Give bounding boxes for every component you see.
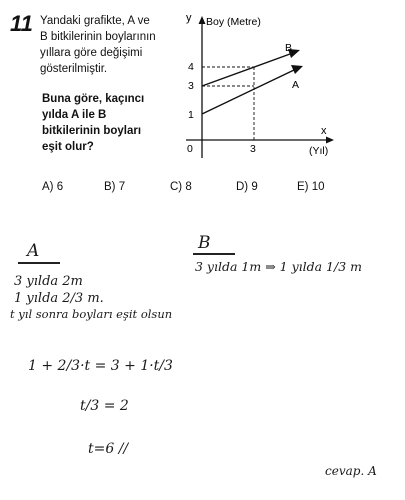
x-axis-label: x [321, 125, 327, 137]
hw-label-b: B [198, 233, 211, 253]
y-axis-label: y [186, 12, 192, 24]
y-axis-title: Boy (Metre) [206, 16, 261, 28]
line-a-arrow [291, 65, 303, 74]
question-ask [42, 91, 167, 155]
option-d[interactable]: D) 9 [236, 181, 258, 193]
height-graph [176, 8, 336, 173]
hw-underline-a [18, 262, 60, 264]
question-text-line: Yandaki grafikte, A ve [40, 15, 150, 27]
y-axis-arrow [199, 16, 206, 24]
hw-a-line2: 1 yılda 2/3 m. [14, 291, 104, 306]
question-ask-line: eşit olur? [42, 141, 94, 153]
option-a[interactable]: A) 6 [42, 181, 64, 193]
option-e[interactable]: E) 10 [297, 181, 325, 193]
hw-b-line: 3 yılda 1m ⇒ 1 yılda 1/3 m [195, 259, 362, 274]
x-axis-title: (Yıl) [309, 145, 329, 157]
line-a [202, 70, 294, 114]
hw-label-a: A [27, 241, 40, 261]
hw-a-line1: 3 yılda 2m [14, 274, 83, 289]
hw-eq3: t=6 // [88, 441, 129, 457]
hw-t-line: t yıl sonra boyları eşit olsun [10, 307, 173, 321]
y-tick-label: 3 [188, 80, 194, 92]
y-tick-label: 1 [188, 109, 194, 121]
hw-underline-b [193, 253, 235, 255]
hw-eq2: t/3 = 2 [80, 398, 129, 414]
question-ask-line: yılda A ile B [42, 109, 107, 121]
hw-answer: cevap. A [325, 464, 377, 478]
y-tick-label: 4 [188, 61, 194, 73]
question-text [40, 13, 180, 77]
option-c[interactable]: C) 8 [170, 181, 192, 193]
line-b [202, 54, 290, 86]
origin-label: 0 [187, 143, 193, 155]
option-b[interactable]: B) 7 [104, 181, 126, 193]
question-ask-line: Buna göre, kaçıncı [42, 93, 145, 105]
line-b-label: B [285, 42, 293, 54]
question-text-line: B bitkilerinin boylarının [40, 31, 156, 43]
line-a-label: A [292, 79, 300, 91]
hw-eq1: 1 + 2/3·t = 3 + 1·t/3 [28, 358, 173, 374]
x-tick-label: 3 [250, 143, 256, 155]
question-text-line: gösterilmiştir. [40, 63, 108, 75]
question-ask-line: bitkilerinin boyları [42, 125, 142, 137]
question-text-line: yıllara göre değişimi [40, 47, 143, 59]
question-number: 11 [10, 11, 33, 36]
x-axis-arrow [326, 137, 334, 144]
